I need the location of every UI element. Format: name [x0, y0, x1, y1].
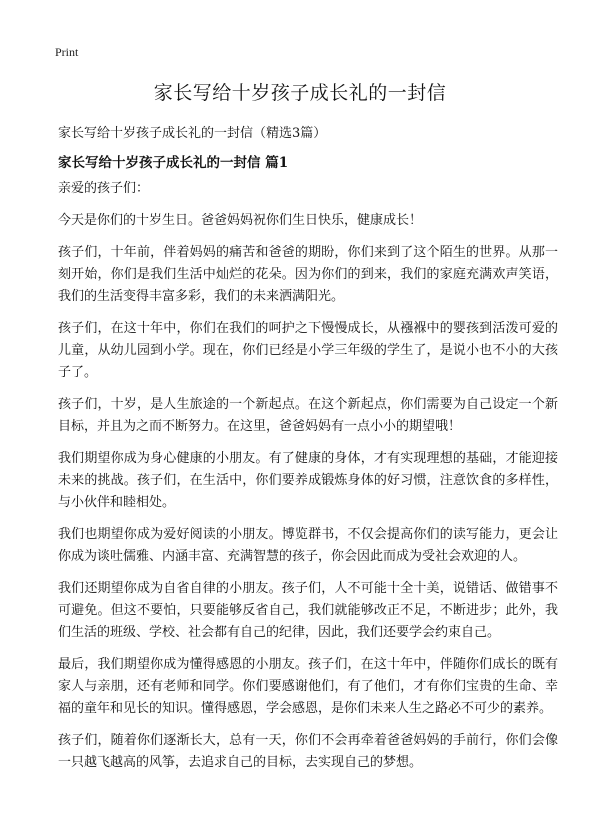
paragraph: 孩子们，十岁，是人生旅途的一个新起点。在这个新起点，你们需要为自己设定一个新目标，并且为之而不断努力。在这里，爸爸妈妈有一点小小的期望哦！	[58, 397, 558, 434]
paragraph-greeting: 亲爱的孩子们：	[58, 181, 150, 196]
print-link[interactable]: Print	[55, 45, 79, 59]
letter-body	[58, 178, 558, 784]
paragraph: 孩子们，随着你们逐渐长大，总有一天，你们不会再牵着爸爸妈妈的手前行，你们会像一只越飞越高的风筝，去追求自己的目标，去实现自己的梦想。	[58, 733, 558, 770]
paragraph: 孩子们，十年前，伴着妈妈的痛苦和爸爸的期盼，你们来到了这个陌生的世界。从那一刻开始，你们是我们生活中灿烂的花朵。因为你们的到来，我们的家庭充满欢声笑语，我们的生活变得丰富多彩，我们的未来洒满阳光。	[58, 245, 558, 304]
paragraph: 今天是你们的十岁生日。爸爸妈妈祝你们生日快乐，健康成长！	[58, 213, 423, 228]
paragraph: 最后，我们期望你成为懂得感恩的小朋友。孩子们，在这十年中，伴随你们成长的既有家人与亲朋，还有老师和同学。你们要感谢他们，有了他们，才有你们宝贵的生命、幸福的童年和见长的知识。懂得感恩，学会感恩，是你们未来人生之路必不可少的素养。	[58, 657, 558, 716]
paragraph: 孩子们，在这十年中，你们在我们的呵护之下慢慢成长，从襁褓中的婴孩到活泼可爱的儿童，从幼儿园到小学。现在，你们已经是小学三年级的学生了，是说小也不小的大孩子了。	[58, 321, 558, 380]
document-subtitle: 家长写给十岁孩子成长礼的一封信（精选3篇）	[58, 126, 327, 141]
paragraph: 我们还期望你成为自省自律的小朋友。孩子们，人不可能十全十美，说错话、做错事不可避免。但这不要怕，只要能够反省自己，我们就能够改正不足，不断进步；此外，我们生活的班级、学校、社会都有自己的纪律，因此，我们还要学会约束自己。	[58, 581, 558, 640]
section-heading: 家长写给十岁孩子成长礼的一封信 篇1	[58, 155, 289, 171]
paragraph: 我们期望你成为身心健康的小朋友。有了健康的身体，才有实现理想的基础，才能迎接未来的挑战。孩子们，在生活中，你们要养成锻炼身体的好习惯，注意饮食的多样性，与小伙伴和睦相处。	[58, 451, 558, 510]
document-title: 家长写给十岁孩子成长礼的一封信	[153, 82, 447, 104]
paragraph: 我们也期望你成为爱好阅读的小朋友。博览群书，不仅会提高你们的读写能力，更会让你成为谈吐儒雅、内涵丰富、充满智慧的孩子，你会因此而成为受社会欢迎的人。	[58, 527, 558, 564]
